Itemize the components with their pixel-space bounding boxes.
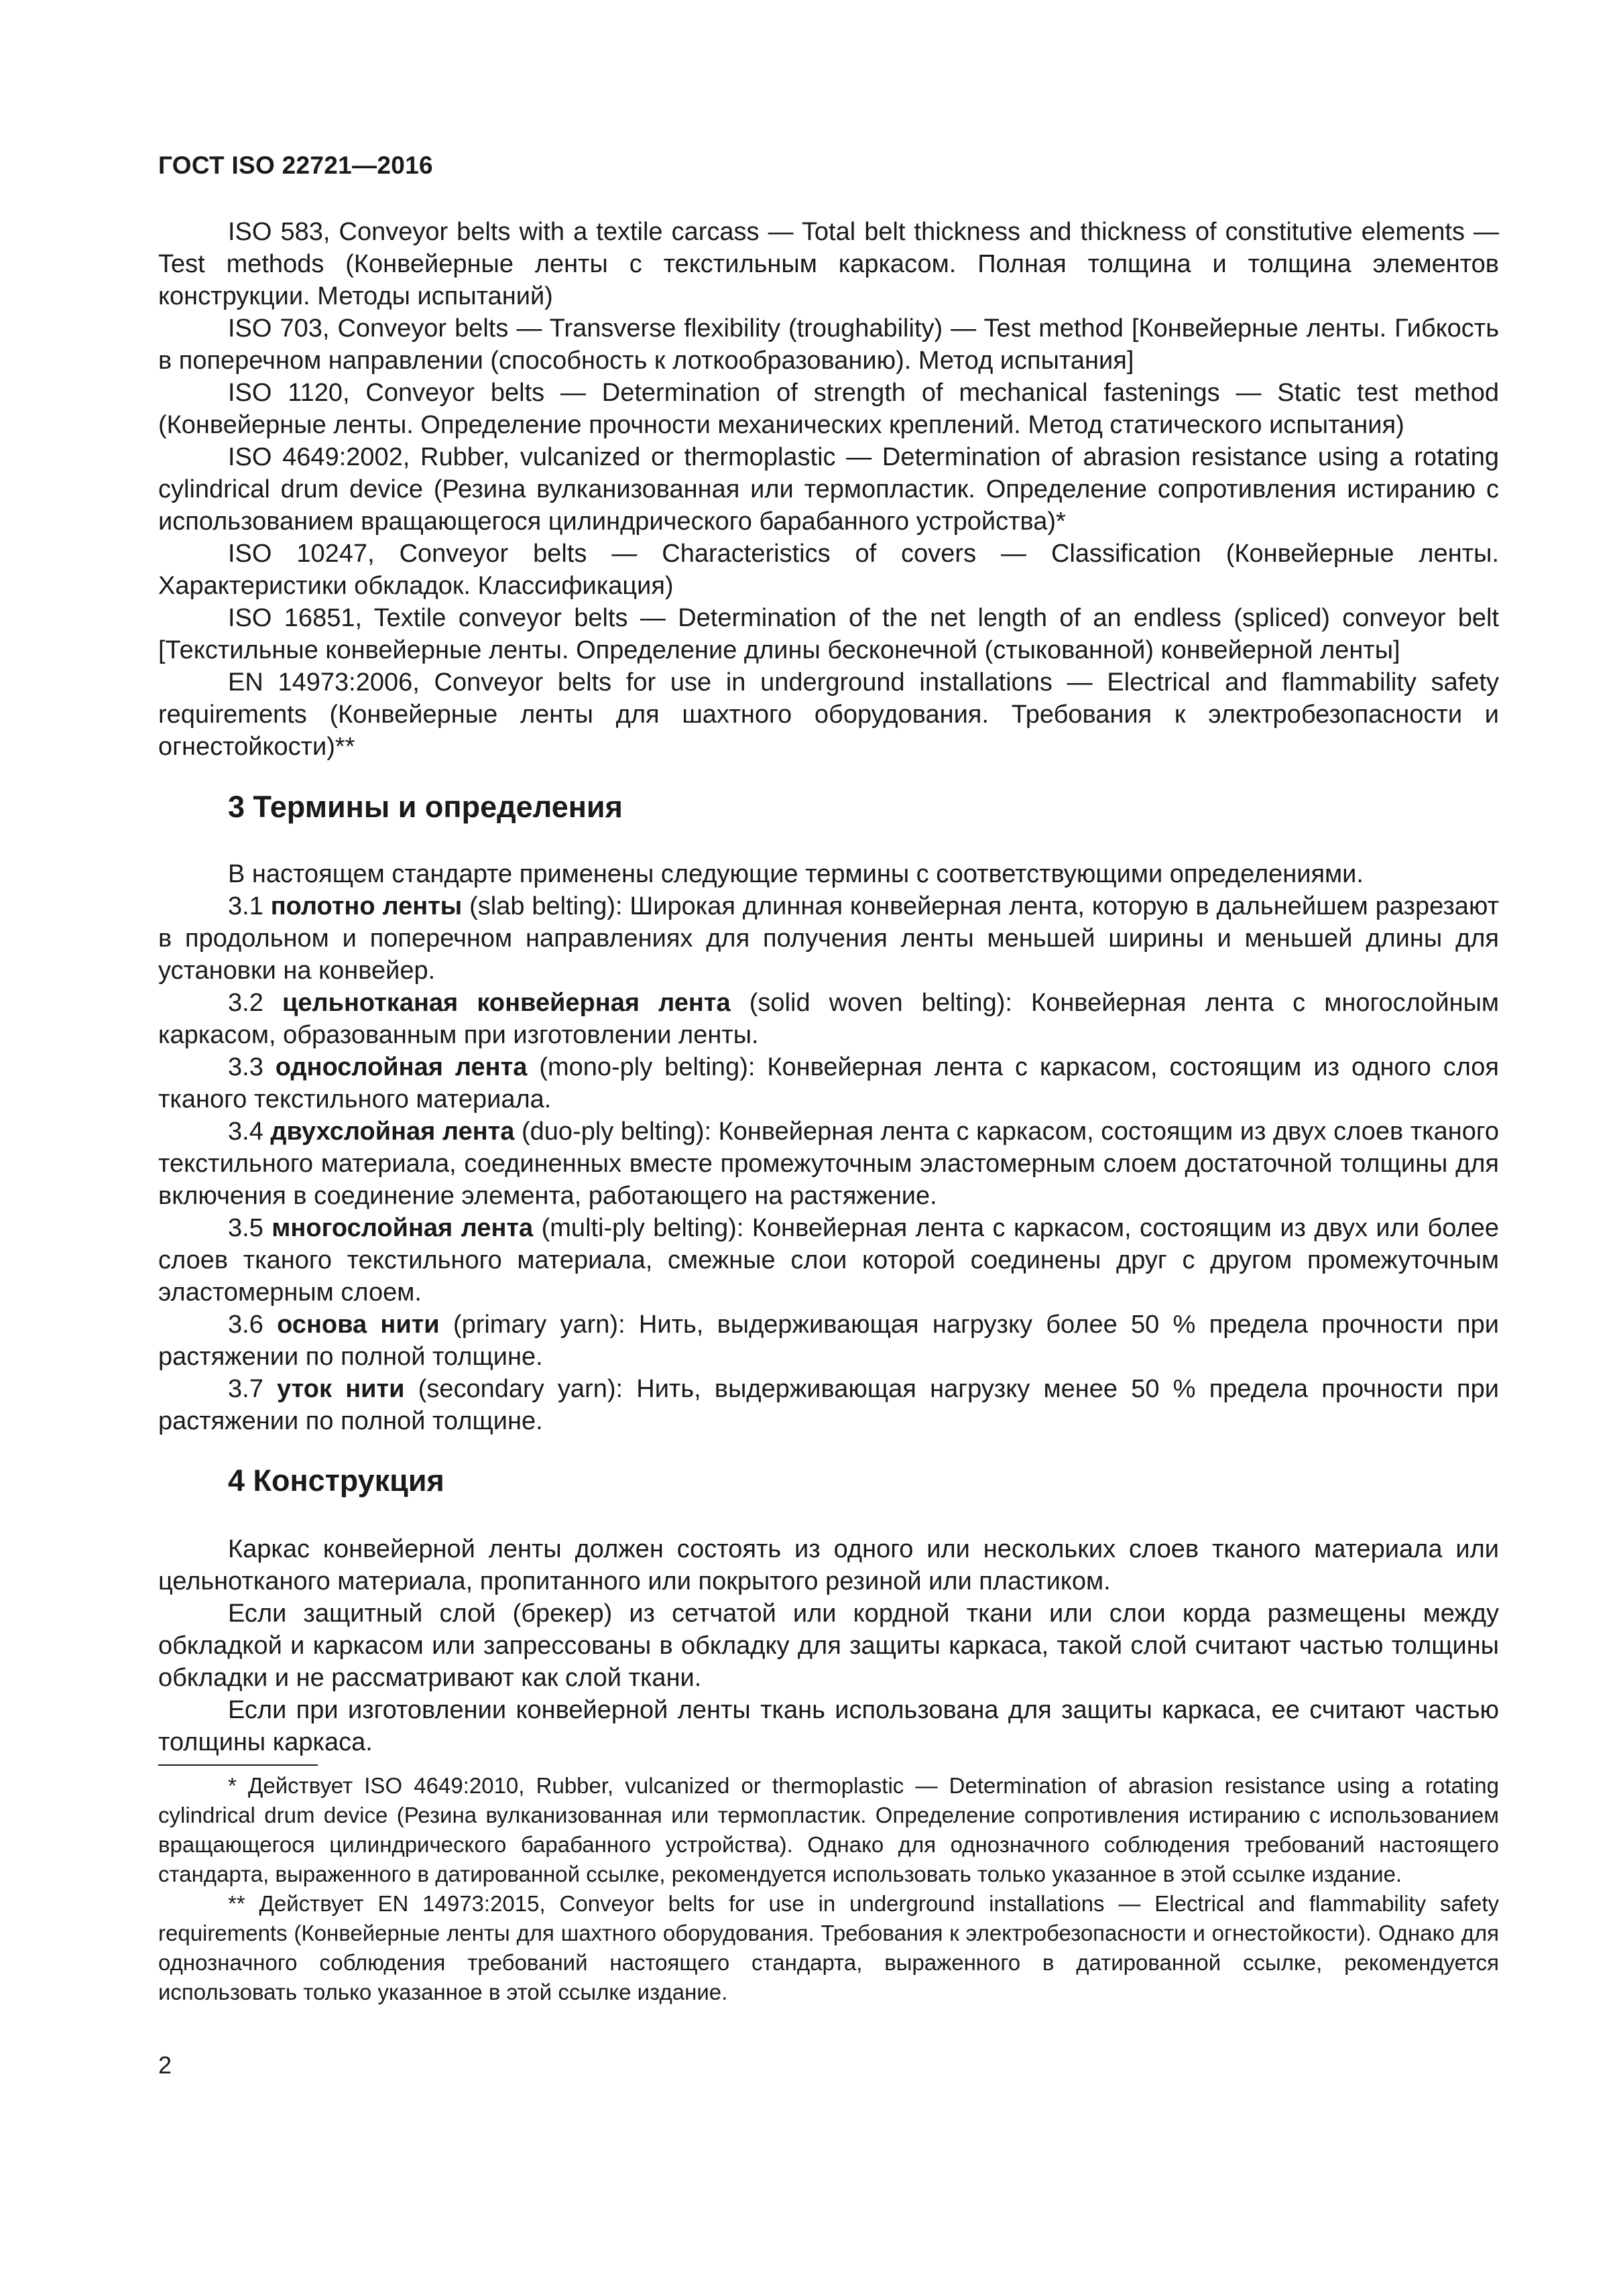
term-number: 3.1: [228, 892, 263, 920]
term-definition: (multi-ply belting): Конвейерная лента с каркасом, состоящим из двух или более слоев тканого текстильного материала, смежные слои которой соединены друг с другом промежуточным эластомерным слоем.: [158, 1214, 1500, 1307]
term-name: двухслойная лента: [270, 1117, 515, 1146]
footnote-item: * Действует ISO 4649:2010, Rubber, vulcanized or thermoplastic — Determination of abrasion resistance using a rotating cylindrical drum device (Резина вулканизованная или термопластик. Определение сопротивления истиранию с использованием вращающегося цилиндрического барабанного устройства). Однако для однозначного соблюдения требований настоящего стандарта, выраженного в датированной ссылке, рекомендуется использовать только указанное в этой ссылке издание.: [158, 1773, 1499, 1886]
term-definition: (duo-ply belting): Конвейерная лента с каркасом, состоящим из двух слоев тканого текстильного материала, соединенных вместе промежуточным эластомерным слоем достаточной толщины для включения в соединение элемента, работающего на растяжение.: [158, 1117, 1500, 1210]
section-4-paragraph: Если при изготовлении конвейерной ленты ткань использована для защиты каркаса, ее считают частью толщины каркаса.: [158, 1696, 1499, 1756]
term-name: многослойная лента: [272, 1214, 534, 1242]
term-number: 3.7: [228, 1375, 263, 1403]
section-3-title: 3 Термины и определения: [228, 790, 623, 824]
term-entry: [158, 1115, 1499, 1212]
term-name: однослойная лента: [275, 1053, 528, 1081]
term-entry: [158, 1373, 1499, 1437]
reference-item: ISO 1120, Conveyor belts — Determination of strength of mechanical fastenings — Static test method (Конвейерные ленты. Определение прочности механических креплений. Метод статического испытания): [158, 379, 1499, 439]
term-entry: [158, 1212, 1499, 1309]
reference-item: ISO 4649:2002, Rubber, vulcanized or thermoplastic — Determination of abrasion resistance using a rotating cylindrical drum device (Резина вулканизованная или термопластик. Определение сопротивления истиранию с использованием вращающегося цилиндрического барабанного устройства)*: [158, 443, 1499, 536]
normative-references: [158, 216, 1499, 763]
footnote-item: ** Действует EN 14973:2015, Conveyor belts for use in underground installations — Electrical and flammability safety requirements (Конвейерные ленты для шахтного оборудования. Требования к электробезопасности и огнестойкости). Однако для однозначного соблюдения требований настоящего стандарта, выраженного в датированной ссылке, рекомендуется использовать только указанное в этой ссылке издание.: [158, 1891, 1499, 2004]
section-4-paragraph: Если защитный слой (брекер) из сетчатой или кордной ткани или слои корда размещены между обкладкой и каркасом или запрессованы в обкладку для защиты каркаса, такой слой считают частью толщины обкладки и не рассматривают как слой ткани.: [158, 1599, 1499, 1692]
term-number: 3.3: [228, 1053, 263, 1081]
section-4-body: [158, 1533, 1499, 1758]
term-entry: [158, 1051, 1499, 1115]
reference-item: ISO 10247, Conveyor belts — Characteristics of covers — Classification (Конвейерные ленты. Характеристики обкладок. Классификация): [158, 540, 1499, 600]
document-page: [158, 0, 1499, 2296]
reference-item: ISO 16851, Textile conveyor belts — Determination of the net length of an endless (spliced) conveyor belt [Текстильные конвейерные ленты. Определение длины бесконечной (стыкованной) конвейерной ленты]: [158, 604, 1499, 664]
term-name: основа нити: [277, 1311, 440, 1339]
reference-item: EN 14973:2006, Conveyor belts for use in underground installations — Electrical and flammability safety requirements (Конвейерные ленты для шахтного оборудования. Требования к электробезопасности и огнестойкости)**: [158, 668, 1499, 761]
document-header: ГОСТ ISO 22721—2016: [158, 152, 433, 179]
term-number: 3.6: [228, 1311, 263, 1339]
term-entry: [158, 890, 1499, 987]
footnotes: [158, 1771, 1499, 2007]
term-definition: (solid woven belting): Конвейерная лента с многослойным каркасом, образованным при изготовлении ленты.: [158, 989, 1500, 1049]
reference-item: ISO 583, Conveyor belts with a textile carcass — Total belt thickness and thickness of constitutive elements — Test methods (Конвейерные ленты с текстильным каркасом. Полная толщина и толщина элементов конструкции. Методы испытаний): [158, 218, 1499, 310]
term-number: 3.5: [228, 1214, 263, 1242]
term-name: цельнотканая конвейерная лента: [282, 989, 731, 1017]
section-4-title: 4 Конструкция: [228, 1463, 444, 1498]
term-entry: [158, 987, 1499, 1051]
page-number: 2: [158, 2051, 172, 2079]
term-definition: (secondary yarn): Нить, выдерживающая нагрузку менее 50 % предела прочности при растяжении по полной толщине.: [158, 1375, 1499, 1435]
term-entry: [158, 1309, 1499, 1373]
term-number: 3.4: [228, 1117, 263, 1146]
section-3-intro: В настоящем стандарте применены следующие термины с соответствующими определениями.: [228, 860, 1364, 888]
term-definition: (primary yarn): Нить, выдерживающая нагрузку более 50 % предела прочности при растяжении по полной толщине.: [158, 1311, 1500, 1371]
section-3-body: [158, 858, 1499, 1437]
reference-item: ISO 703, Conveyor belts — Transverse flexibility (troughability) — Test method [Конвейерные ленты. Гибкость в поперечном направлении (способность к лоткообразованию). Метод испытания]: [158, 314, 1499, 375]
term-number: 3.2: [228, 989, 263, 1017]
footnote-separator: [158, 1764, 318, 1766]
term-name: полотно ленты: [270, 892, 463, 920]
term-definition: (mono-ply belting): Конвейерная лента с каркасом, состоящим из одного слоя тканого текстильного материала.: [158, 1053, 1500, 1113]
term-name: уток нити: [277, 1375, 405, 1403]
section-4-paragraph: Каркас конвейерной ленты должен состоять из одного или нескольких слоев тканого материала или цельнотканого материала, пропитанного или покрытого резиной или пластиком.: [158, 1535, 1499, 1595]
term-definition: (slab belting): Широкая длинная конвейерная лента, которую в дальнейшем разрезают в продольном и поперечном направлениях для получения ленты меньшей ширины и меньшей длины для установки на конвейер.: [158, 892, 1499, 985]
